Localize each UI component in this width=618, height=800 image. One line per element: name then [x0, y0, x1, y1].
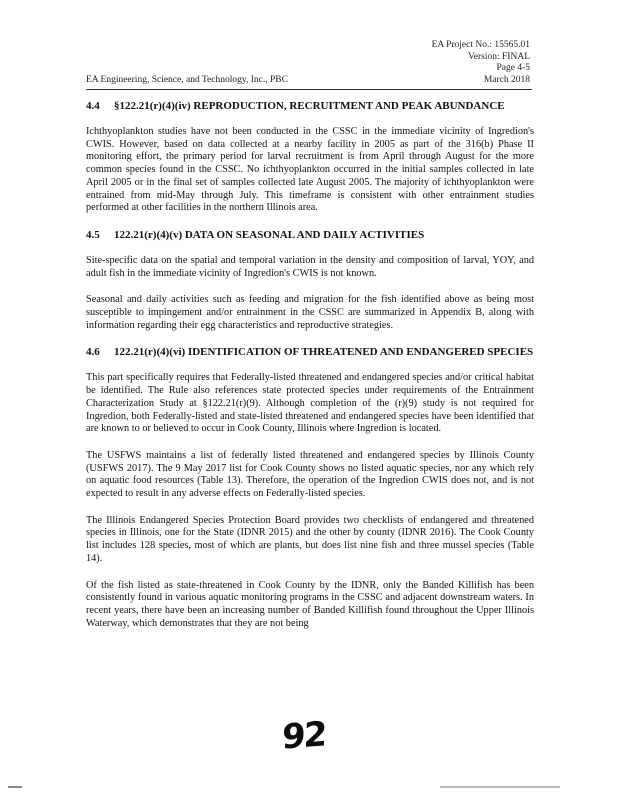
paragraph: Ichthyoplankton studies have not been conducted in the CSSC in the immediate vicinity of Ingredion's CWIS. However, based on data collected at a nearby facility in 2005 as part of the 316(b) Phase II monitoring effort, the primary period for larval recruitment is from April through August for the more common species found in the CSSC. No ichthyoplankton occurred in the initial samples collected in late April 2005 or in the final set of samples collected late August 2005. The majority of ichthyoplankton were entrained from mid-May through July. This timeframe is consistent with other entrainment studies performed at other facilities in the northern Illinois area. [86, 126, 534, 214]
paragraph: The USFWS maintains a list of federally listed threatened and endangered species by Illinois County (USFWS 2017). The 9 May 2017 list for Cook County shows no listed aquatic species, nor any which rely on aquatic food resources (Table 13). Therefore, the operation of the Ingredion CWIS does not, and is not expected to result in any adverse effects on Federally-listed species. [86, 449, 534, 500]
document-body [86, 100, 534, 644]
section-number: 4.5 [86, 228, 100, 241]
section-title: §122.21(r)(4)(iv) REPRODUCTION, RECRUITMENT AND PEAK ABUNDANCE [114, 100, 505, 112]
scan-footer-artifact [0, 786, 618, 790]
header-date-wrap [484, 75, 530, 87]
section-title: 122.21(r)(4)(v) DATA ON SEASONAL AND DAILY ACTIVITIES [114, 228, 425, 241]
project-number: EA Project No.: 15565.01 [431, 40, 530, 50]
section-heading-4-5 [86, 229, 534, 242]
handwritten-page-number: 92 [281, 714, 326, 758]
document-date: March 2018 [483, 75, 530, 85]
version-label: Version: FINAL [467, 51, 530, 62]
paragraph: Site-specific data on the spatial and temporal variation in the density and composition of larval, YOY, and adult fish in the immediate vicinity of Ingredion's CWIS is not known. [86, 254, 534, 279]
section-heading-4-4 [86, 100, 534, 113]
section-title: 122.21(r)(4)(vi) IDENTIFICATION OF THREATENED AND ENDANGERED SPECIES [114, 346, 534, 359]
paragraph: Of the fish listed as state-threatened in Cook County by the IDNR, only the Banded Killifish has been consistently found in various aquatic monitoring programs in the CSSC and adjacent downstream waters. In recent years, there have been an increasing number of Banded Killifish found throughout the Upper Illinois Waterway, which demonstrates that they are not being [86, 579, 534, 629]
section-number: 4.6 [86, 346, 100, 359]
page-label: Page 4-5 [496, 63, 530, 73]
header-meta [432, 40, 530, 75]
section-heading-4-6 [86, 346, 534, 359]
paragraph: Seasonal and daily activities such as feeding and migration for the fish identified above as being most susceptible to impingement and/or entrainment in the CSSC are summarized in Appendix B, along with information regarding their egg characteristics and reproductive strategies. [86, 294, 534, 331]
header-divider [86, 89, 532, 90]
paragraph: This part specifically requires that Federally-listed threatened and endangered species and/or critical habitat be identified. The Rule also references state protected species under requirements of the Entrainment Characterization Study at §122.21(r)(9). Although completion of the (r)(9) study is not required for Ingredion, both Federally-listed and state-listed threatened and endangered species have been identified that are known to or believed to occur in Cook County, Illinois where Ingredion is located. [86, 372, 534, 435]
company-name: EA Engineering, Science, and Technology, Inc., PBC [86, 75, 288, 85]
paragraph: The Illinois Endangered Species Protection Board provides two checklists of endangered and threatened species in Illinois, one for the State (IDNR 2015) and the other by county (IDNR 2016). The Cook County list includes 128 species, most of which are plants, but does list nine fish and three mussel species (Table 14). [86, 514, 534, 564]
section-number: 4.4 [86, 100, 100, 112]
